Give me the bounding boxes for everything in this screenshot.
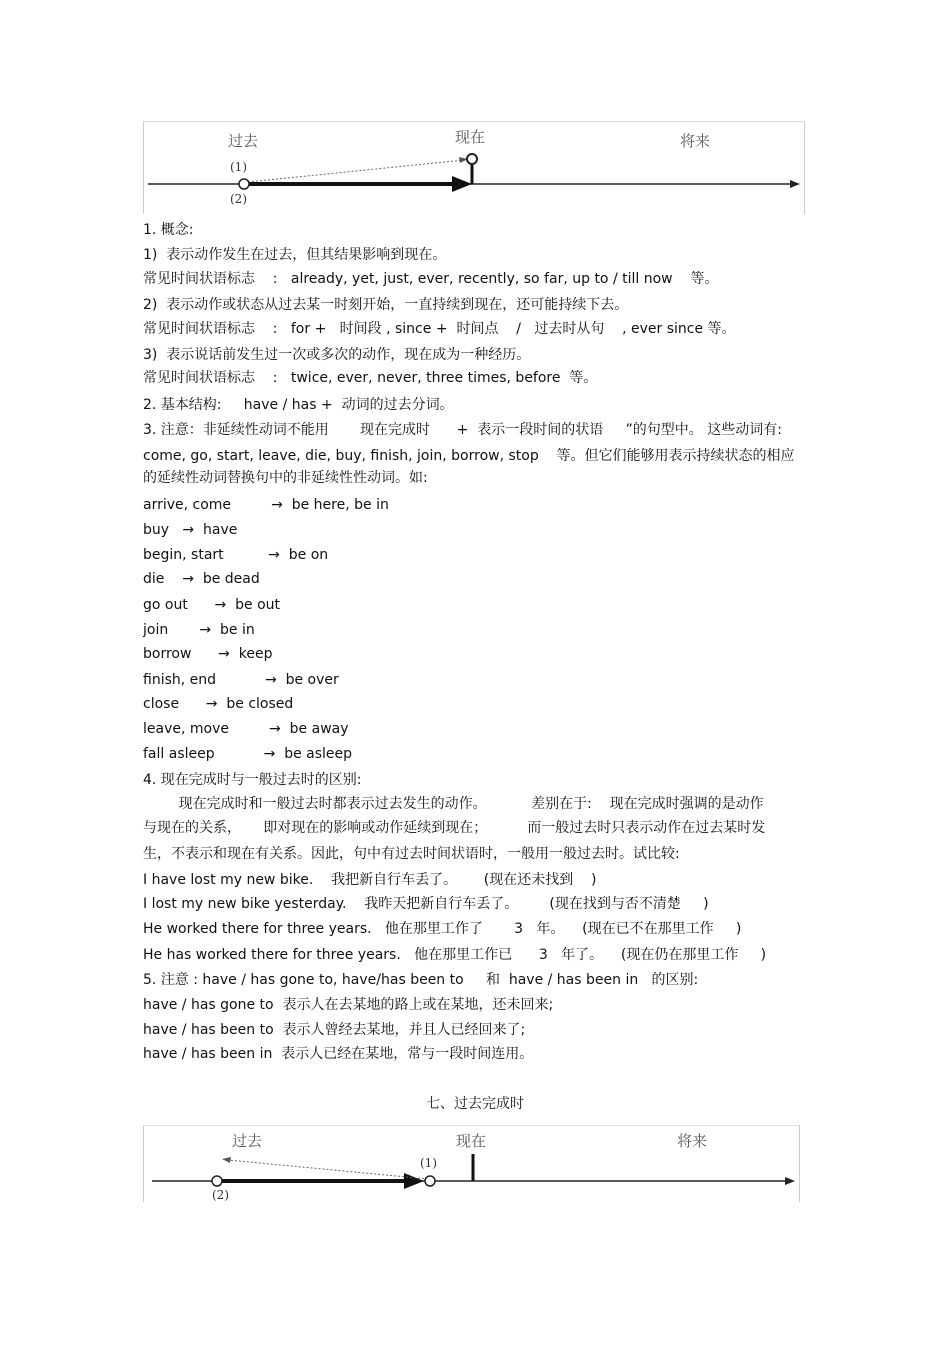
timeline-label-future: 将来	[677, 1132, 708, 1150]
text-line: I have lost my new bike. 我把新自行车丢了。 (现在还未找到 )	[143, 872, 597, 888]
text-line: fall asleep → be asleep	[143, 746, 353, 762]
text-line: He worked there for three years. 他在那里工作了 3 年。 (现在已不在那里工作 )	[143, 921, 742, 937]
text-line: begin, start → be on	[143, 547, 329, 563]
timeline-mark-2: (2)	[212, 1188, 229, 1202]
text-line: go out → be out	[143, 597, 281, 613]
text-line: 的延续性动词替换句中的非延续性性动词。如:	[143, 470, 428, 486]
text-line: have / has been to 表示人曾经去某地，并且人已经回来了;	[143, 1022, 526, 1038]
text-line: leave, move → be away	[143, 721, 349, 737]
timeline-label-present: 现在	[455, 128, 486, 146]
text-line: buy → have	[143, 522, 238, 538]
text-line: 常见时间状语标志 : for + 时间段 , since + 时间点 / 过去时从句 , ever since 等。	[143, 321, 736, 337]
text-line: 与现在的关系， 即对现在的影响或动作延续到现在； 而一般过去时只表示动作在过去某时发	[143, 820, 766, 836]
timeline-label-future: 将来	[680, 132, 711, 150]
timeline-figure-present-perfect	[143, 121, 805, 214]
text-line: come, go, start, leave, die, buy, finish, join, borrow, stop 等。但它们能够用表示持续状态的相应	[143, 448, 795, 464]
text-line: He has worked there for three years. 他在那里工作已 3 年了。 (现在仍在那里工作 )	[143, 947, 767, 963]
timeline-mark-1: (1)	[230, 160, 247, 174]
timeline-figure-past-perfect	[143, 1125, 800, 1202]
text-line: have / has been in 表示人已经在某地，常与一段时间连用。	[143, 1046, 534, 1062]
timeline-label-past: 过去	[228, 132, 259, 150]
text-line: join → be in	[143, 622, 255, 638]
text-line: 3. 注意：非延续性动词不能用 现在完成时 + 表示一段时间的状语 ”的句型中。 这些动词有:	[143, 422, 782, 438]
text-line: 4. 现在完成时与一般过去时的区别:	[143, 772, 362, 788]
text-line: 常见时间状语标志 : already, yet, just, ever, recently, so far, up to / till now 等。	[143, 271, 719, 287]
text-line: 现在完成时和一般过去时都表示过去发生的动作。 差别在于: 现在完成时强调的是动作	[143, 796, 764, 812]
text-line: 生，不表示和现在有关系。因此，句中有过去时间状语时，一般用一般过去时。试比较:	[143, 846, 680, 862]
text-line: have / has gone to 表示人在去某地的路上或在某地，还未回来;	[143, 997, 554, 1013]
text-line: 1) 表示动作发生在过去，但其结果影响到现在。	[143, 247, 447, 263]
text-line: I lost my new bike yesterday. 我昨天把新自行车丢了。 (现在找到与否不清楚 )	[143, 896, 709, 912]
text-line: die → be dead	[143, 571, 260, 587]
section-title: 七、过去完成时	[426, 1096, 524, 1112]
text-line: arrive, come → be here, be in	[143, 497, 389, 513]
text-line: finish, end → be over	[143, 672, 339, 688]
text-line: 2) 表示动作或状态从过去某一时刻开始，一直持续到现在，还可能持续下去。	[143, 297, 629, 313]
timeline-label-past: 过去	[232, 1132, 263, 1150]
timeline-label-present: 现在	[456, 1132, 487, 1150]
text-line: borrow → keep	[143, 646, 273, 662]
text-line: 5. 注意 : have / has gone to, have/has been to 和 have / has been in 的区别:	[143, 972, 699, 988]
text-line: 2. 基本结构: have / has + 动词的过去分词。	[143, 397, 454, 413]
text-line: 常见时间状语标志 : twice, ever, never, three times, before 等。	[143, 370, 598, 386]
timeline-mark-2: (2)	[230, 192, 247, 206]
timeline-mark-1: (1)	[420, 1156, 437, 1170]
text-line: 3) 表示说话前发生过一次或多次的动作，现在成为一种经历。	[143, 347, 531, 363]
text-line: 1. 概念:	[143, 222, 194, 238]
text-line: close → be closed	[143, 696, 294, 712]
